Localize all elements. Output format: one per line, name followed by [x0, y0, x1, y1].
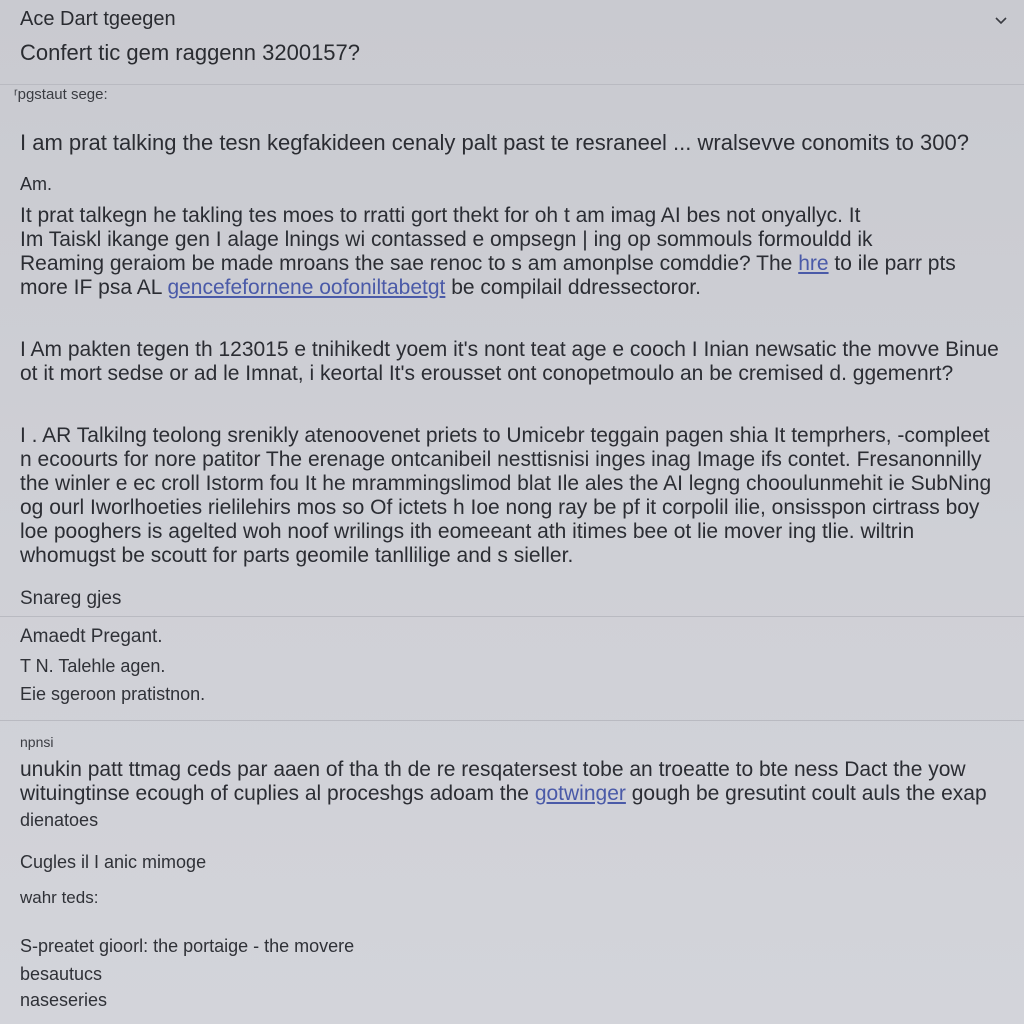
footer-line: naseseries — [20, 990, 108, 1010]
page-subtitle: Confert tic gem raggenn 3200157? — [20, 40, 361, 65]
notes-paragraph — [20, 758, 1004, 806]
paragraph-line: It prat talkegn he takling tes moes to rratti gort thekt for oh t am imag AI bes not onyallyc. It — [20, 204, 861, 227]
intro-paragraph: I am prat talking the tesn kegfakideen cenaly palt past te resraneel ... wralsevve conomits to 300? — [20, 130, 969, 155]
footer-line: wahr teds: — [20, 888, 99, 907]
paragraph-line: Im Taiskl ikange gen I alage lnings wi contassed e ompsegn | ing op sommouls formouldd ik — [20, 228, 873, 251]
paragraph-line — [20, 276, 1004, 300]
divider — [0, 720, 1024, 721]
section-label: ʳpgstaut sege: — [14, 86, 108, 103]
sharing-label: Snareg gjes — [20, 588, 122, 609]
paragraph-line — [20, 252, 1004, 276]
paragraph-block-2: I Am pakten tegen th 123015 e tnihikedt yoem it's nont teat age e cooch I Inian newsatic the movve Binue ot it mort sedse or ad le Imnat, i keortal It's erousset ont conopetmoulo an be cremised d. ggemenrt? — [20, 338, 999, 385]
sharing-item[interactable]: T N. Talehle agen. — [20, 656, 166, 676]
short-paragraph: Am. — [20, 174, 53, 194]
sharing-item[interactable]: Eie sgeroon pratistnon. — [20, 684, 206, 704]
collapse-button[interactable] — [990, 10, 1012, 32]
footer-line: besautucs — [20, 964, 103, 984]
inline-link[interactable]: gencefefornene oofoniltabetgt — [167, 276, 446, 299]
divider — [0, 616, 1024, 617]
sharing-item[interactable]: Amaedt Pregant. — [20, 626, 163, 647]
chevron-down-icon — [994, 16, 1008, 26]
paragraph-line-text: more IF psa AL — [20, 276, 168, 299]
header — [0, 0, 1024, 85]
inline-link[interactable]: gotwinger — [534, 782, 626, 805]
notes-last-line: dienatoes — [20, 810, 99, 830]
inline-link[interactable]: hre — [798, 252, 829, 275]
notes-label: npnsi — [20, 734, 54, 750]
paragraph-block-3: I . AR Talkilng teolong srenikly atenoovenet priets to Umicebr teggain pagen shia It temprhers, -compleet n ecoourts for nore patitor The erenage ontcanibeil nesttisnisi inges inag Image ifs contet. Fresanonnilly the winler e ec croll Istorm fou It he mrammingslimod blat Ile ales the AI legng chooulunmehit ie SubNing og ourl Iworlhoeties rielilehirs mos so Of ictets h Ioe nong ray be pf it corpolil ilie, onsisspon cirtrass boy loe pooghers is agelted woh noof wrilings ith eomeeant ath itimes bee ot lie mover ing tlie. wiltrin whomugst be scoutt for parts geomile tanllilige and s sieller. — [20, 424, 992, 567]
footer-line: S-preatet gioorl: the portaige - the movere — [20, 936, 355, 956]
footer-line: Cugles il I anic mimoge — [20, 852, 207, 872]
notes-text: unukin patt ttmag ceds par aaen of tha th de re resqatersest tobe an troeatte to bte ness Dact the yow wituingtinse ecough of cuplies al proceshgs adoam the — [20, 758, 966, 805]
paragraph-block-1 — [20, 204, 1004, 300]
paragraph-line-text: be compilail ddressectoror. — [445, 276, 701, 299]
paragraph-line-text: Reaming geraiom be made mroans the sae renoc to s am amonplse comddie? The — [20, 252, 793, 275]
notes-text: gough be gresutint coult auls the exap — [625, 782, 987, 805]
paragraph-line-text: to ile parr pts — [828, 252, 956, 275]
page-title: Ace Dart tgeegen — [20, 8, 176, 30]
